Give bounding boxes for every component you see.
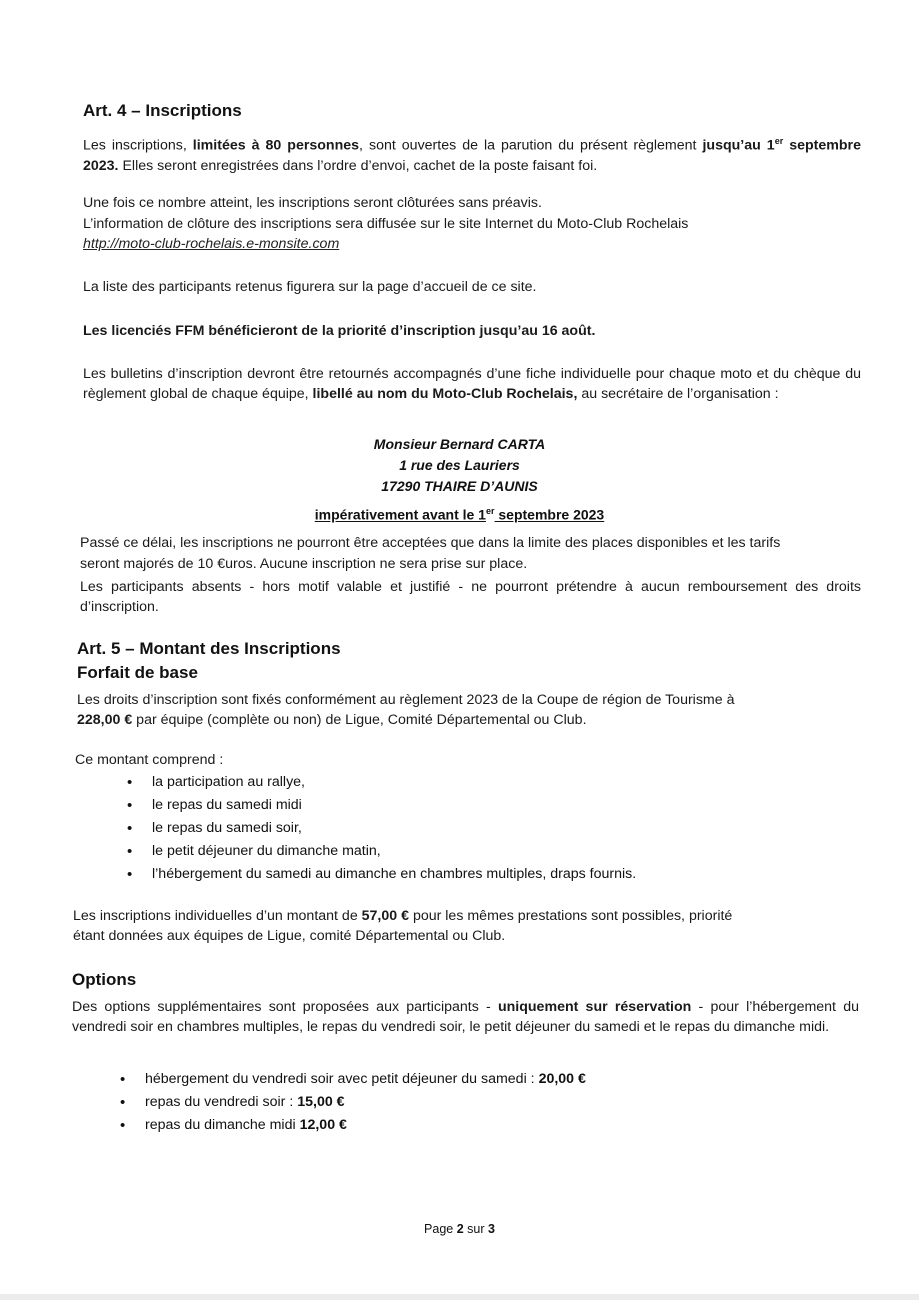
list-item: • le repas du samedi midi [127,794,636,817]
list-item: • l’hébergement du samedi au dimanche en chambres multiples, draps fournis. [127,863,636,886]
registration-deadline: impérativement avant le 1er septembre 2023 [314,506,605,523]
address-city: 17290 THAIRE D’AUNIS [381,478,538,494]
art4-title: Art. 4 – Inscriptions [83,101,242,120]
art4-paragraph-2-line-2: L’information de clôture des inscriptions sera diffusée sur le site Internet du Moto-Club Rochelais http://moto-club-rochelais.e-monsite.com [83,216,689,252]
absent-participants-note: Les participants absents - hors motif valable et justifié - ne pourront prétendre à aucun remboursement des droits d’inscription. [80,579,861,615]
options-paragraph: Des options supplémentaires sont proposées aux participants - uniquement sur réservation - pour l’hébergement du vendredi soir en chambres multiples, le repas du vendredi soir, le petit déjeuner du samedi et le repas du dimanche midi. [72,999,859,1035]
late-registration-line-1: Passé ce délai, les inscriptions ne pourront être acceptées que dans la limite des places disponibles et les tarifs [80,535,781,551]
scan-bottom-edge [0,1294,919,1300]
includes-intro: Ce montant comprend : [75,752,224,768]
art5-subtitle-forfait: Forfait de base [77,663,198,682]
art4-participants-list-note: La liste des participants retenus figurera sur la page d’accueil de ce site. [83,279,537,295]
options-list [120,1068,586,1137]
address-name: Monsieur Bernard CARTA [373,436,546,452]
late-registration-line-2: seront majorés de 10 €uros. Aucune inscription ne sera prise sur place. [80,556,528,572]
list-item: • le repas du samedi soir, [127,817,636,840]
art4-paragraph-bulletins: Les bulletins d’inscription devront être retournés accompagnés d’une fiche individuelle pour chaque moto et du chèque du règlement global de chaque équipe, libellé au nom du Moto-Club Rochelais, au secrétaire de l’organisation : [83,366,861,402]
option-item: • repas du vendredi soir : 15,00 € [120,1091,586,1114]
ffm-priority-note: Les licenciés FFM bénéficieront de la priorité d’inscription jusqu’au 16 août. [83,323,596,339]
art4-paragraph-2-line-1: Une fois ce nombre atteint, les inscriptions seront clôturées sans préavis. [83,195,542,211]
club-website-link[interactable]: http://moto-club-rochelais.e-monsite.com [83,236,340,252]
includes-list [127,771,636,886]
options-title: Options [72,970,137,989]
individual-registration-paragraph: Les inscriptions individuelles d’un montant de 57,00 € pour les mêmes prestations sont possibles, priorité étant données aux équipes de Ligue, comité Départemental ou Club. [73,908,733,944]
option-item: • hébergement du vendredi soir avec petit déjeuner du samedi : 20,00 € [120,1068,586,1091]
option-item: • repas du dimanche midi 12,00 € [120,1114,586,1137]
list-item: • la participation au rallye, [127,771,636,794]
art5-title: Art. 5 – Montant des Inscriptions [77,639,341,658]
art5-fees-paragraph: Les droits d’inscription sont fixés conformément au règlement 2023 de la Coupe de région de Tourisme à 228,00 € par équipe (complète ou non) de Ligue, Comité Départemental ou Club. [77,692,735,728]
address-street: 1 rue des Lauriers [399,457,520,473]
page-number: Page 2 sur 3 [424,1222,495,1236]
organizer-address [0,434,919,497]
list-item: • le petit déjeuner du dimanche matin, [127,840,636,863]
art4-paragraph-1: Les inscriptions, limitées à 80 personnes, sont ouvertes de la parution du présent règlement jusqu’au 1er septembre 2023. Elles seront enregistrées dans l’ordre d’envoi, cachet de la poste faisant foi. [83,136,861,174]
